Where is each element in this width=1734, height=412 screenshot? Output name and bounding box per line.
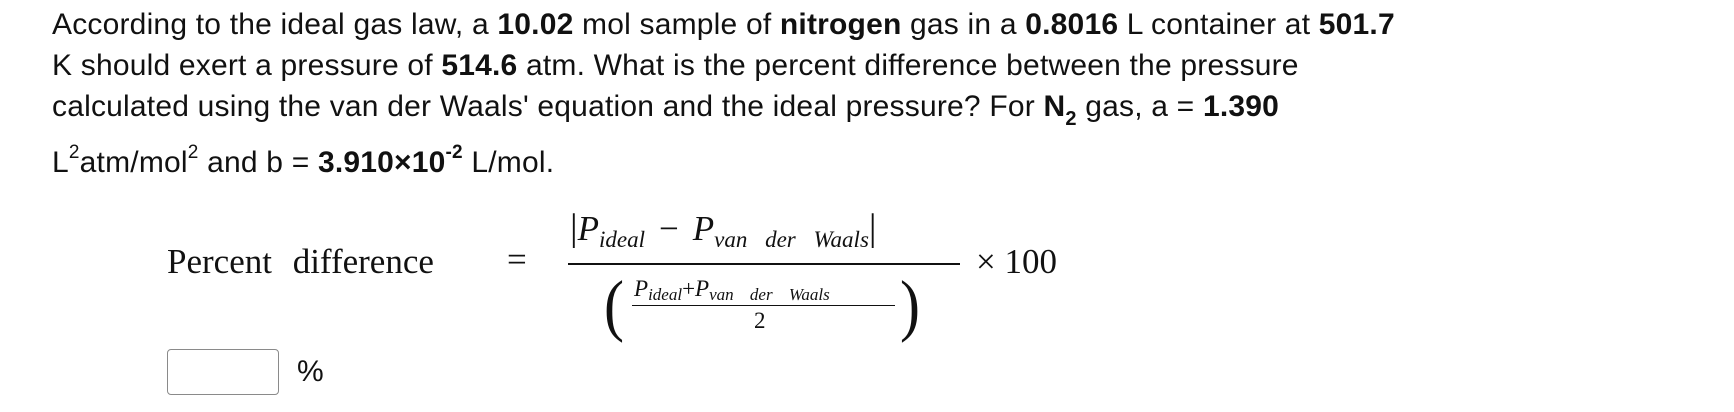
question-text-segment: mol sample of — [573, 8, 780, 41]
abs-bar-right: | — [868, 207, 877, 249]
b-constant-value: 3.910×10 — [317, 146, 446, 179]
a-unit-exponent: 2 — [187, 142, 199, 163]
volume-value: 0.8016 — [1025, 8, 1119, 41]
a-unit: L — [52, 146, 69, 179]
gas-formula-subscript: 2 — [1065, 108, 1077, 130]
a-unit-exponent: 2 — [68, 142, 80, 163]
gas-formula — [1043, 90, 1077, 130]
abs-bar-left: | — [570, 207, 578, 249]
ideal-pressure-value: 514.6 — [441, 49, 518, 82]
paren-right: ) — [900, 267, 920, 344]
fraction-bar — [568, 263, 960, 265]
formula-lhs: Percent difference — [167, 242, 434, 281]
a-constant-value: 1.390 — [1202, 90, 1280, 123]
inner-denominator: 2 — [754, 308, 766, 333]
question-text-segment: calculated using the van der Waals' equation and the ideal pressure? For — [52, 90, 1044, 123]
question-text-segment: L container at — [1118, 8, 1319, 41]
question-line-3 — [52, 86, 1692, 130]
p-symbol: P — [634, 276, 649, 301]
vdw-subscript: van der Waals — [709, 285, 830, 304]
ideal-subscript: ideal — [648, 285, 683, 304]
p-symbol: P — [577, 209, 599, 248]
question-text-segment: According to the ideal gas law, a — [52, 8, 498, 41]
question-line-4 — [52, 142, 1692, 183]
b-constant — [317, 142, 463, 179]
question-text-segment: and b = — [198, 146, 318, 179]
percent-unit-label: % — [297, 355, 324, 388]
question-text-segment: K should exert a pressure of — [52, 49, 442, 82]
question-text-segment: atm. What is the percent difference between the pressure — [517, 49, 1299, 82]
question-text-segment: gas in a — [901, 8, 1026, 41]
moles-value: 10.02 — [497, 8, 574, 41]
question-text-segment: gas, a = — [1076, 90, 1203, 123]
b-unit: L/mol. — [462, 146, 555, 179]
question-text — [52, 4, 1692, 183]
plus-sign: + — [682, 276, 696, 301]
paren-left: ( — [604, 267, 624, 344]
p-symbol: P — [692, 209, 715, 248]
minus-sign: − — [659, 209, 679, 248]
question-line-1 — [52, 4, 1692, 45]
a-unit: atm/mol — [79, 146, 188, 179]
inner-numerator — [634, 276, 830, 302]
b-constant-exponent: -2 — [445, 142, 463, 163]
vdw-subscript: van der Waals — [714, 227, 869, 252]
question-line-2 — [52, 45, 1692, 86]
ideal-subscript: ideal — [599, 227, 645, 252]
gas-name: nitrogen — [779, 8, 902, 41]
inner-fraction-bar — [632, 305, 895, 306]
percent-difference-formula — [0, 200, 1734, 350]
gas-formula-symbol: N — [1043, 90, 1066, 123]
p-symbol: P — [695, 276, 710, 301]
percent-answer-input[interactable] — [167, 349, 279, 395]
formula-numerator — [570, 206, 877, 250]
formula-equals: = — [507, 240, 527, 279]
temperature-value: 501.7 — [1318, 8, 1395, 41]
answer-row — [167, 346, 324, 398]
times-hundred: × 100 — [976, 242, 1057, 281]
